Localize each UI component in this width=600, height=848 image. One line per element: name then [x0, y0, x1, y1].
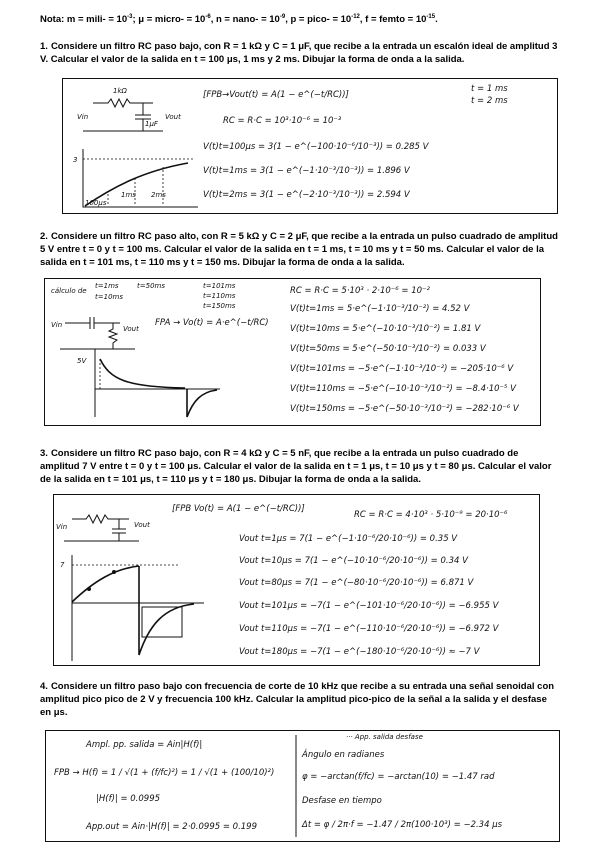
- vout-label: Vout: [134, 521, 150, 529]
- result-line: Vout t=101μs = −7(1 − e^(−101·10⁻⁶/20·10⁻⁶)) = −6.955 V: [239, 601, 499, 611]
- phase-result: φ = −arctan(f/fc) = −arctan(10) = −1.47 rad: [302, 772, 495, 782]
- t3-label: 2ms: [151, 191, 166, 199]
- fall-curve: [139, 566, 194, 655]
- resistor-label: 1kΩ: [113, 87, 127, 95]
- highpass-circuit: [60, 317, 135, 349]
- result-line: V(t)t=1ms = 3(1 − e^(−1·10⁻³/10⁻³)) = 1.896 V: [203, 166, 410, 176]
- solution-3-panel: [53, 494, 540, 666]
- transfer-result: |H(f)| = 0.0995: [96, 794, 161, 804]
- result-line: V(t)t=150ms = −5·e^(−50·10⁻³/10⁻²) = −282·10⁻⁶ V: [290, 404, 519, 414]
- problem-3: [40, 447, 560, 486]
- problem-number: 2.: [40, 231, 48, 242]
- lowpass-circuit: [64, 515, 139, 541]
- calc-header: cálculo de: [51, 287, 87, 295]
- sample-point: [87, 587, 91, 591]
- note-pico: , p = pico- = 10: [285, 14, 352, 25]
- time-note-2: t = 2 ms: [471, 96, 508, 106]
- note-end: .: [435, 14, 438, 25]
- problem-text: Considere un filtro paso bajo con frecuencia de corte de 10 kHz que recibe a su entrada una señal senoidal con amplitud pico pico de 2 V y frecuencia 100 kHz. Calcular la amplitud pico-pico de la señal a la salida y el desfase en μs.: [40, 681, 555, 718]
- rise-curve: [72, 566, 139, 602]
- result-line: Vout t=110μs = −7(1 − e^(−110·10⁻⁶/20·10⁻⁶)) = −6.972 V: [239, 624, 499, 634]
- result-line: Vout t=80μs = 7(1 − e^(−80·10⁻⁶/20·10⁻⁶)) = 6.871 V: [239, 578, 474, 588]
- result-line: Vout t=10μs = 7(1 − e^(−10·10⁻⁶/20·10⁻⁶)) = 0.34 V: [239, 556, 468, 566]
- note-nano-exp: -9: [279, 13, 286, 20]
- result-line: Vout t=1μs = 7(1 − e^(−1·10⁻⁶/20·10⁻⁶)) = 0.35 V: [239, 534, 458, 544]
- note-femto-exp: -15: [426, 13, 436, 20]
- time-label: t=101ms: [203, 282, 236, 290]
- solution-1-panel: [62, 78, 558, 214]
- problem-2: [40, 230, 560, 269]
- problem-number: 1.: [40, 41, 48, 52]
- result-line: V(t)t=110ms = −5·e^(−10·10⁻³/10⁻²) = −8.4·10⁻⁵ V: [290, 384, 516, 394]
- negative-decay-curve: [187, 389, 217, 417]
- note-mili: Nota: m = mili- = 10: [40, 14, 128, 25]
- solution-3-handwriting: [54, 495, 539, 665]
- vin-label: Vin: [56, 523, 68, 531]
- result-line: V(t)t=100μs = 3(1 − e^(−100·10⁻⁶/10⁻³)) = 0.285 V: [203, 142, 429, 152]
- sample-point: [112, 570, 116, 574]
- amplitude-label: 3: [73, 156, 78, 164]
- header-line: Ampl. pp. salida = Ain|H(f)|: [86, 740, 203, 750]
- solution-1-handwriting: [63, 79, 557, 213]
- time-note-1: t = 1 ms: [471, 84, 508, 94]
- result-line: V(t)t=101ms = −5·e^(−1·10⁻³/10⁻²) = −205·10⁻⁶ V: [290, 364, 514, 374]
- solution-2-panel: [44, 278, 541, 426]
- graph-axes: [72, 555, 204, 661]
- note-micro-exp: -6: [205, 13, 211, 20]
- note-nano: , n = nano- = 10: [210, 14, 280, 25]
- vin-label: Vin: [77, 113, 89, 121]
- time-label: t=150ms: [203, 302, 236, 310]
- result-line: V(t)t=50ms = 5·e^(−50·10⁻³/10⁻²) = 0.033 V: [290, 344, 486, 354]
- result-line: V(t)t=10ms = 5·e^(−10·10⁻³/10⁻²) = 1.81 V: [290, 324, 481, 334]
- problem-text: Considere un filtro RC paso bajo, con R = 1 kΩ y C = 1 μF, que recibe a la entrada un escalón ideal de amplitud 3 V. Calcular el valor de la salida en t = 100 μs, 1 ms y 2 ms. Dibujar la forma de onda a la salida.: [40, 41, 558, 65]
- time-label: t=50ms: [137, 282, 165, 290]
- result-line: V(t)t=1ms = 5·e^(−1·10⁻³/10⁻²) = 4.52 V: [290, 304, 470, 314]
- vout-label: Vout: [123, 325, 139, 333]
- problem-number: 3.: [40, 448, 48, 459]
- result-line: Vout t=180μs = −7(1 − e^(−180·10⁻⁶/20·10⁻⁶)) ≈ −7 V: [239, 647, 480, 657]
- solution-4-panel: [45, 730, 560, 842]
- capacitor-label: 1μF: [145, 120, 158, 128]
- solution-4-handwriting: [46, 731, 559, 841]
- formula-line: [FPB Vo(t) = A(1 − e^(−t/RC))]: [172, 504, 305, 514]
- time-label: t=1ms: [95, 282, 119, 290]
- delay-header: Desfase en tiempo: [302, 796, 382, 806]
- annotation-box: [142, 607, 182, 637]
- amplitude-label: 7: [60, 561, 65, 569]
- angle-header: Ángulo en radianes: [302, 750, 385, 760]
- solution-2-handwriting: [45, 279, 540, 425]
- rc-line: RC = R·C = 4·10³ · 5·10⁻⁹ = 20·10⁻⁶: [354, 510, 508, 520]
- formula-line: FPA → Vo(t) = A·e^(−t/RC): [155, 318, 269, 328]
- time-label: t=110ms: [203, 292, 236, 300]
- graph-axes: [95, 349, 220, 417]
- vin-label: Vin: [51, 321, 63, 329]
- amplitude-label: 5V: [77, 357, 87, 365]
- formula-line: FPB → H(f) = 1 / √(1 + (f/fc)²) = 1 / √(1 + (100/10)²): [54, 768, 275, 778]
- time-label: t=10ms: [95, 293, 123, 301]
- problem-number: 4.: [40, 681, 48, 692]
- note-pico-exp: -12: [351, 13, 360, 20]
- t1-label: 100μs: [85, 199, 107, 207]
- problem-4: [40, 680, 560, 719]
- rc-line: RC = R·C = 10³·10⁻⁶ = 10⁻³: [223, 116, 342, 126]
- problem-text: Considere un filtro RC paso bajo, con R = 4 kΩ y C = 5 nF, que recibe a la entrada un pulso cuadrado de amplitud 7 V entre t = 0 y t = 100 μs. Calcular el valor de la salida en t = 1 μs, t = 10 μs y t = 80 μs. Calcular el valor de la salida en t = 101 μs, t = 110 μs y t = 180 μs. Dibujar la forma de onda a la salida.: [40, 448, 552, 485]
- formula-line: [FPB→Vout(t) = A(1 − e^(−t/RC))]: [203, 90, 349, 100]
- note-micro: ; μ = micro- = 10: [132, 14, 206, 25]
- rc-line: RC = R·C = 5·10³ · 2·10⁻⁶ = 10⁻²: [290, 286, 430, 296]
- resistor-symbol: [93, 99, 153, 107]
- note-mili-exp: -3: [127, 13, 133, 20]
- delay-result: Δt = φ / 2π·f = −1.47 / 2π(100·10³) = −2.34 μs: [302, 820, 503, 830]
- problem-1: [40, 40, 560, 66]
- top-note: ··· App. salida desfase: [346, 733, 423, 741]
- decay-curve: [100, 359, 185, 388]
- units-note: [40, 13, 580, 26]
- result-line: V(t)t=2ms = 3(1 − e^(−2·10⁻³/10⁻³)) = 2.594 V: [203, 190, 410, 200]
- note-femto: , f = femto = 10: [359, 14, 427, 25]
- problem-text: Considere un filtro RC paso alto, con R = 5 kΩ y C = 2 μF, que recibe a la entrada un pulso cuadrado de amplitud 5 V entre t = 0 y t = 100 ms. Calcular el valor de la salida en t = 1 ms, t = 10 ms y t = 50 ms. Calcular el valor de la salida en t = 101 ms, t = 110 ms y t = 150 ms. Dibujar la forma de onda a la salida.: [40, 231, 558, 268]
- vout-label: Vout: [165, 113, 181, 121]
- amplitude-result: App.out = Ain·|H(f)| = 2·0.0995 = 0.199: [86, 822, 258, 832]
- t2-label: 1ms: [121, 191, 136, 199]
